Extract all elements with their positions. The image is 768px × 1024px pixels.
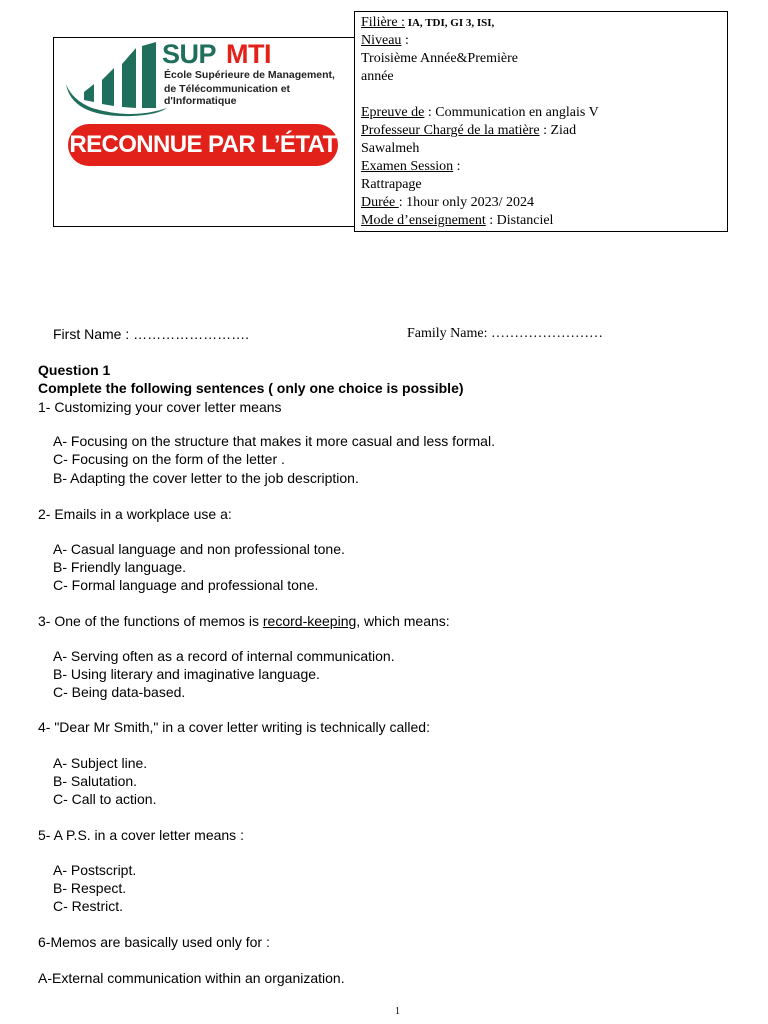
logo-brand-mti: MTI: [226, 39, 271, 69]
question-3-option-a[interactable]: A- Serving often as a record of internal communication.: [53, 648, 395, 664]
school-logo-icon: [62, 42, 172, 122]
question-1-option-b[interactable]: B- Adapting the cover letter to the job description.: [53, 470, 359, 486]
family-name-field[interactable]: Family Name: ……………………: [407, 326, 603, 341]
examen-label: Examen Session: [361, 159, 454, 174]
question-4-option-b[interactable]: B- Salutation.: [53, 773, 138, 789]
question-instruction: Complete the following sentences ( only one choice is possible): [38, 380, 464, 396]
question-5-option-b[interactable]: B- Respect.: [53, 880, 127, 896]
question-2-option-a[interactable]: A- Casual language and non professional tone.: [53, 541, 345, 557]
question-3-option-b[interactable]: B- Using literary and imaginative language.: [53, 666, 320, 682]
filiere-label: Filière :: [361, 15, 405, 30]
question-5-prompt: 5- A P.S. in a cover letter means :: [38, 827, 244, 843]
niveau-value-line2: année: [361, 69, 394, 84]
question-5-option-a[interactable]: A- Postscript.: [53, 862, 137, 878]
examen-line: [361, 158, 727, 176]
logo-school-name-line1: École Supérieure de Management,: [164, 69, 335, 81]
question-4-option-a[interactable]: A- Subject line.: [53, 755, 148, 771]
epreuve-label: Epreuve de: [361, 105, 425, 120]
professeur-label: Professeur Chargé de la matière: [361, 123, 540, 138]
filiere-value: IA, TDI, GI 3, ISI,: [404, 17, 495, 29]
filiere-line: [361, 14, 727, 32]
question-4-option-c[interactable]: C- Call to action.: [53, 791, 157, 807]
info-spacer: [361, 86, 727, 104]
niveau-line: [361, 32, 727, 50]
question-3-prompt-end: , which means:: [356, 613, 450, 629]
examen-colon: :: [453, 159, 461, 174]
question-5-option-c[interactable]: C- Restrict.: [53, 898, 123, 914]
first-name-field[interactable]: First Name : …………………….: [53, 326, 250, 342]
duree-label: Durée: [361, 195, 399, 210]
recognition-banner: [68, 124, 338, 166]
mode-line: [361, 212, 727, 230]
question-4-prompt: 4- "Dear Mr Smith," in a cover letter writing is technically called:: [38, 719, 430, 735]
question-2-option-b[interactable]: B- Friendly language.: [53, 559, 187, 575]
mode-label: Mode d’enseignement: [361, 213, 486, 228]
niveau-label: Niveau: [361, 33, 402, 48]
question-3-option-c[interactable]: C- Being data-based.: [53, 684, 186, 700]
question-1-prompt: 1- Customizing your cover letter means: [38, 399, 282, 415]
question-1-option-a[interactable]: A- Focusing on the structure that makes it more casual and less formal.: [53, 433, 495, 449]
question-2-option-c[interactable]: C- Formal language and professional tone.: [53, 577, 319, 593]
question-title: Question 1: [38, 362, 111, 378]
niveau-value-line1: Troisième Année&Première: [361, 51, 518, 66]
niveau-colon: :: [401, 33, 409, 48]
question-6-option-a[interactable]: A-External communication within an organization.: [38, 970, 345, 986]
record-keeping-term: record-keeping: [262, 613, 357, 629]
question-2-prompt: 2- Emails in a workplace use a:: [38, 506, 232, 522]
logo-school-name-line2: de Télécommunication et d'Informatique: [164, 83, 291, 107]
professeur-line: [361, 122, 727, 140]
professeur-value: : Ziad: [539, 123, 577, 138]
mode-value: : Distanciel: [485, 213, 554, 228]
examen-value: Rattrapage: [361, 177, 422, 192]
epreuve-line: [361, 104, 727, 122]
question-6-prompt: 6-Memos are basically used only for :: [38, 934, 270, 950]
question-3-prompt-start: 3- One of the functions of memos is: [38, 613, 263, 629]
page-number: 1: [395, 1006, 400, 1017]
logo-brand-sup: SUP: [162, 39, 217, 69]
question-1-option-c[interactable]: C- Focusing on the form of the letter .: [53, 451, 285, 467]
epreuve-value: : Communication en anglais V: [424, 105, 599, 120]
professeur-value-line2: Sawalmeh: [361, 141, 420, 156]
recognition-banner-text: RECONNUE PAR L’ÉTAT: [69, 131, 337, 158]
duree-value: : 1hour only 2023/ 2024: [398, 195, 535, 210]
school-logo-box: [53, 37, 355, 227]
question-3-prompt: [38, 612, 450, 630]
exam-info-box: [354, 11, 728, 232]
duree-line: [361, 194, 727, 212]
